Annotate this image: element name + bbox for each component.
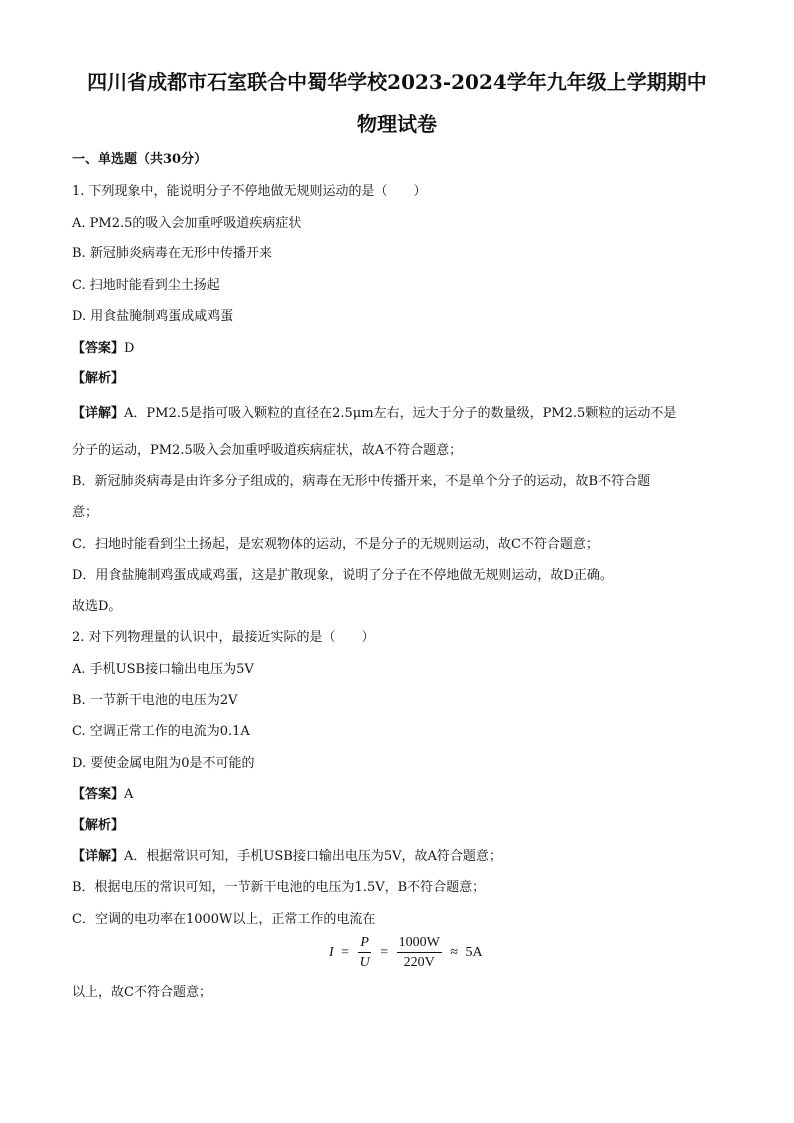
formula-fraction-values: $\frac{1000W}{220V}$ [398,935,440,970]
q2-option-c: C. 空调正常工作的电流为0.1A [72,724,250,739]
q1-detail-line3: B．新冠肺炎病毒是由许多分子组成的，病毒在无形中传播开来，不是单个分子的运动，故B不符合题 [72,474,651,489]
section-heading: 一、单选题（共30分） [72,152,208,167]
q2-option-b: B. 一节新干电池的电压为2V [72,693,238,708]
q2-answer-value: A [124,787,134,802]
formula-fraction-p-over-u: $\frac{P}{U}$ [359,935,370,970]
q1-detail-tag: 【详解】 [72,406,125,421]
q2-detail-tag: 【详解】 [72,849,125,864]
formula-approx: ≈ [450,944,459,960]
q1-conclusion: 故选D。 [72,599,122,614]
q2-option-d: D. 要使金属电阻为0是不可能的 [72,756,255,771]
q2-option-a: A. 手机USB接口输出电压为5V [72,662,254,677]
formula-equals-2: = [380,944,389,960]
q1-analysis-tag: 【解析】 [72,371,125,386]
q1-detail-line4: 意； [72,505,99,520]
q1-detail-line6: D．用食盐腌制鸡蛋成咸鸡蛋，这是扩散现象，说明了分子在不停地做无规则运动，故D正确。 [72,568,613,583]
q1-option-a: A. PM2.5的吸入会加重呼吸道疾病症状 [72,216,302,231]
q2-analysis-tag: 【解析】 [72,818,125,833]
q2-detail-line2: B．根据电压的常识可知，一节新干电池的电压为1.5V，B不符合题意； [72,880,486,895]
formula-equals: = [341,944,350,960]
q2-stem: 2. 对下列物理量的认识中，最接近实际的是（ ） [72,630,375,645]
exam-title-line1: 四川省成都市石室联合中蜀华学校2023-2024学年九年级上学期期中 [87,70,707,94]
q2-after-formula: 以上，故C不符合题意； [72,985,212,1000]
q2-answer-tag: 【答案】 [72,787,125,802]
exam-title-line2: 物理试卷 [357,112,437,136]
q1-detail-line5: C．扫地时能看到尘土扬起，是宏观物体的运动，不是分子的无规则运动，故C不符合题意； [72,537,599,552]
formula-lhs: I [329,944,334,960]
q1-option-b: B. 新冠肺炎病毒在无形中传播开来 [72,246,272,261]
q1-answer [72,341,134,357]
formula-result: 5A [465,944,483,960]
q2-answer [72,787,133,803]
q1-detail-line1: 【详解】A．PM2.5是指可吸入颗粒的直径在2.5μm左右，远大于分子的数量级，PM2.5颗粒的运动不是 [72,406,677,421]
q1-detail-line2: 分子的运动，PM2.5吸入会加重呼吸道疾病症状，故A不符合题意； [72,443,463,458]
q1-stem: 1. 下列现象中，能说明分子不停地做无规则运动的是（ ） [72,184,427,199]
q1-option-d: D. 用食盐腌制鸡蛋成咸鸡蛋 [72,309,234,324]
q1-answer-tag: 【答案】 [72,341,125,356]
current-formula [327,934,485,978]
q1-answer-value: D [124,341,135,356]
q1-option-c: C. 扫地时能看到尘土扬起 [72,278,220,293]
q2-detail-line3: C．空调的电功率在1000W以上，正常工作的电流在 [72,912,376,927]
q2-detail-line1: 【详解】A．根据常识可知，手机USB接口输出电压为5V，故A符合题意； [72,849,502,864]
